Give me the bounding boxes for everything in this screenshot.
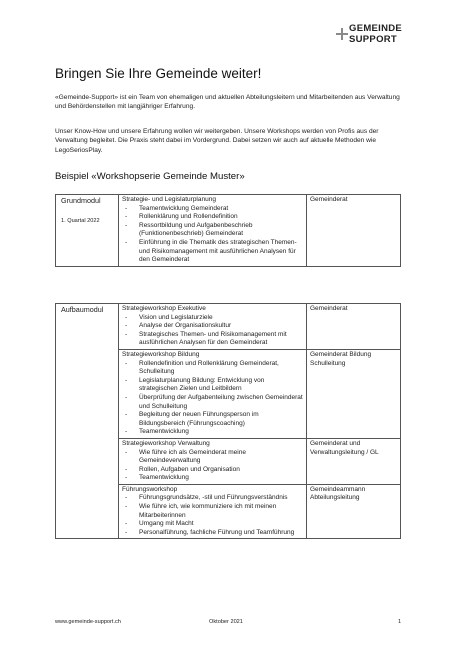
page-number: 1	[398, 619, 402, 625]
target-cell	[307, 195, 401, 267]
workshop-items	[122, 494, 303, 537]
workshop-cell	[119, 484, 307, 539]
target-cell	[307, 438, 401, 484]
target-cell	[307, 349, 401, 438]
workshop-cell	[119, 195, 307, 267]
list-item: - Einführung in die Thematik des strategischen Themen- und Risikomanagement mit ausführlichen Analysen für den Gemeinderat	[122, 239, 303, 265]
method-paragraph: Unser Know-How und unsere Erfahrung wollen wir weitergeben. Unsere Workshops werden von Profis aus der Verwaltung begleitet. Die Praxis steht dabei im Vordergrund. Dabei setzen wir auch auf aktuelle Methoden wie LegoSeriosPlay.	[55, 128, 379, 154]
workshop-cell	[119, 438, 307, 484]
workshop-items	[122, 449, 303, 483]
target-cell	[307, 484, 401, 539]
page-title: Bringen Sie Ihre Gemeinde weiter!	[55, 66, 262, 81]
logo	[336, 24, 406, 48]
list-item: - Strategisches Themen- und Risikomanagement mit ausführlichen Analysen für den Gemeinderat	[122, 331, 303, 348]
module-name: Grundmodul	[61, 196, 101, 205]
list-item: - Führungsgrundsätze, -stil und Führungsverständnis	[122, 494, 303, 503]
target-audience: Gemeinderat	[310, 196, 348, 203]
list-item: - Rollenklärung und Rollendefinition	[122, 213, 303, 222]
module-cell	[56, 304, 119, 539]
logo-line1: GEMEINDE	[349, 23, 403, 34]
table-row	[56, 304, 401, 350]
logo-line2: SUPPORT	[349, 34, 398, 45]
list-item: - Vision und Legislaturziele	[122, 314, 303, 323]
list-item: - Rollen, Aufgaben und Organisation	[122, 466, 303, 475]
table-row	[56, 195, 401, 267]
workshop-title: Strategieworkshop Verwaltung	[122, 439, 210, 447]
module-name: Aufbaumodul	[61, 305, 104, 314]
target-audience: Gemeinderat	[310, 305, 348, 312]
list-item: - Umgang mit Macht	[122, 520, 303, 529]
footer-website: www.gemeinde-support.ch	[55, 619, 121, 625]
workshop-title: Strategie- und Legislaturplanung	[122, 196, 216, 203]
list-item: - Analyse der Organisationskultur	[122, 322, 303, 331]
workshop-cell	[119, 349, 307, 438]
aufbaumodul-table	[55, 303, 401, 539]
list-item: - Teamentwicklung	[122, 474, 303, 483]
target-cell	[307, 304, 401, 350]
section-title: Beispiel «Workshopserie Gemeinde Muster»	[55, 171, 245, 182]
list-item: - Personalführung, fachliche Führung und Teamführung	[122, 529, 303, 538]
target-audience: Gemeinderat und Verwaltungsleitung / GL	[310, 439, 379, 456]
plus-icon	[336, 28, 348, 40]
workshop-items	[122, 360, 303, 437]
target-audience: Gemeindeammann Abteilungsleitung	[310, 485, 366, 502]
list-item: - Überprüfung der Aufgabenteilung zwischen Gemeinderat und Schulleitung	[122, 394, 303, 411]
module-quarter: 1. Quartal 2022	[61, 217, 100, 224]
list-item: - Legislaturplanung Bildung: Entwicklung von strategischen Zielen und Leitbildern	[122, 377, 303, 394]
workshop-items	[122, 205, 303, 265]
list-item: - Teamentwicklung	[122, 428, 303, 437]
list-item: - Begleitung der neuen Führungsperson im Bildungsbereich (Führungscoaching)	[122, 411, 303, 428]
grundmodul-table	[55, 194, 401, 267]
target-audience: Gemeinderat Bildung Schulleitung	[310, 350, 372, 367]
list-item: - Teamentwicklung Gemeinderat	[122, 205, 303, 214]
module-cell	[56, 195, 119, 267]
workshop-items	[122, 314, 303, 348]
intro-paragraph: «Gemeinde-Support» ist ein Team von ehemaligen und aktuellen Abteilungsleitern und Mitarbeitenden aus Verwaltung und Behördenstellen mit langjähriger Erfahrung.	[55, 94, 400, 111]
list-item: - Wie führe ich, wie kommuniziere ich mit meinen Mitarbeiterinnen	[122, 503, 303, 520]
workshop-title: Strategieworkshop Exekutive	[122, 305, 206, 312]
list-item: - Wie führe ich als Gemeinderat meine Gemeindeverwaltung	[122, 449, 303, 466]
list-item: - Ressortbildung und Aufgabenbeschrieb (Funktionenbeschrieb) Gemeinderat	[122, 222, 303, 239]
workshop-title: Führungsworkshop	[122, 485, 178, 493]
workshop-title: Strategieworkshop Bildung	[122, 350, 200, 358]
footer-date: Oktober 2021	[209, 619, 243, 625]
workshop-cell	[119, 304, 307, 350]
list-item: - Rollendefinition und Rollenklärung Gemeinderat, Schulleitung	[122, 360, 303, 377]
